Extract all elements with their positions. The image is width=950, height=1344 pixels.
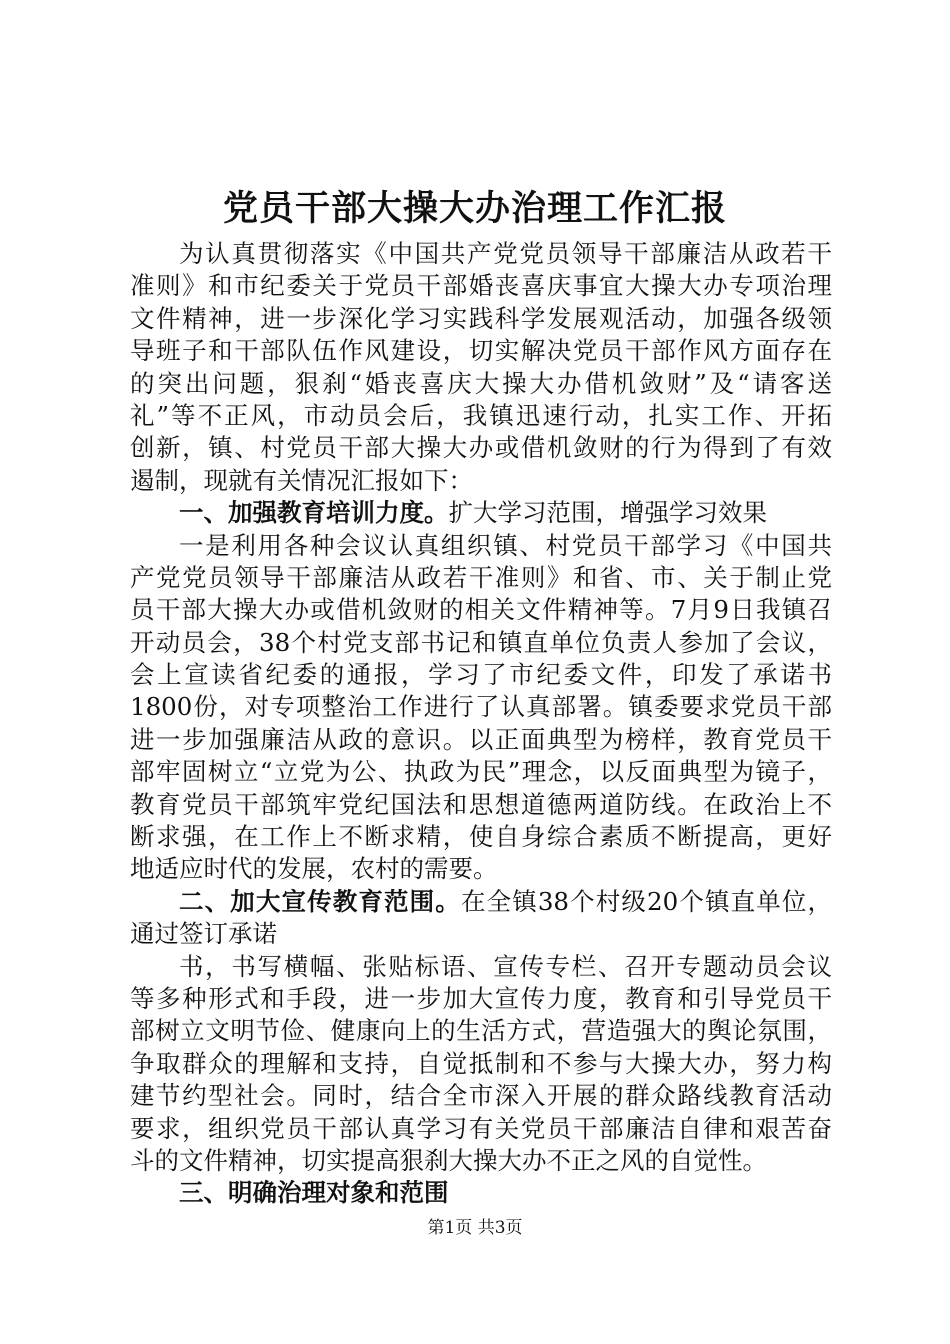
section-heading-line bbox=[130, 497, 832, 529]
paragraph-line: 通过签订承诺 bbox=[130, 919, 277, 949]
paragraph-line: 为认真贯彻落实《中国共产党党员领导干部廉洁从政若干 bbox=[179, 239, 832, 268]
paragraph-line: 争取群众的理解和支持，自觉抵制和不参与大操大办，努力构 bbox=[130, 1048, 832, 1078]
paragraph-line: 进一步加强廉洁从政的意识。以正面典型为榜样，教育党员干 bbox=[130, 724, 832, 754]
paragraph-line: 遏制，现就有关情况汇报如下： bbox=[130, 465, 473, 495]
section-heading-1-tail: 扩大学习范围，增强学习效果 bbox=[448, 498, 767, 528]
paragraph-line: 会上宣读省纪委的通报，学习了市纪委文件，印发了承诺书 bbox=[130, 660, 832, 690]
paragraph-line: 文件精神，进一步深化学习实践科学发展观活动，加强各级领 bbox=[130, 303, 832, 333]
paragraph-line: 开动员会，38个村党支部书记和镇直单位负责人参加了会议， bbox=[130, 627, 832, 657]
section-heading-2: 二、加大宣传教育范围。 bbox=[179, 886, 461, 916]
section-heading-3: 三、明确治理对象和范围 bbox=[179, 1178, 449, 1208]
paragraph-line: 1800份，对专项整治工作进行了认真部署。镇委要求党员干部 bbox=[130, 692, 832, 722]
paragraph-line: 断求强，在工作上不断求精，使自身综合素质不断提高，更好 bbox=[130, 822, 832, 852]
paragraph-line: 一是利用各种会议认真组织镇、村党员干部学习《中国共 bbox=[179, 530, 832, 560]
section-heading-1: 一、加强教育培训力度。 bbox=[179, 498, 449, 528]
section-heading-2-tail: 在全镇38个村级20个镇直单位， bbox=[460, 886, 833, 916]
paragraph-line: 书，书写横幅、张贴标语、宣传专栏、召开专题动员会议 bbox=[179, 951, 832, 981]
paragraph-line: 的突出问题，狠刹“婚丧喜庆大操大办借机敛财”及“请客送 bbox=[130, 368, 832, 398]
paragraph-line: 教育党员干部筑牢党纪国法和思想道德两道防线。在政治上不 bbox=[130, 789, 832, 819]
document-title: 党员干部大操大办治理工作汇报 bbox=[222, 188, 727, 229]
paragraph-line: 员干部大操大办或借机敛财的相关文件精神等。7月9日我镇召 bbox=[130, 595, 832, 625]
paragraph-line: 地适应时代的发展，农村的需要。 bbox=[130, 854, 498, 884]
paragraph-line: 部牢固树立“立党为公、执政为民”理念，以反面典型为镜子， bbox=[130, 757, 832, 787]
paragraph-line: 斗的文件精神，切实提高狠刹大操大办不正之风的自觉性。 bbox=[130, 1145, 767, 1175]
paragraph-line: 要求，组织党员干部认真学习有关党员干部廉洁自律和艰苦奋 bbox=[130, 1113, 832, 1143]
paragraph-line: 礼”等不正风，市动员会后，我镇迅速行动，扎实工作、开拓 bbox=[130, 400, 832, 430]
paragraph-line: 建节约型社会。同时，结合全市深入开展的群众路线教育活动 bbox=[130, 1081, 832, 1111]
page-footer: 第1页 共3页 bbox=[427, 1218, 523, 1238]
paragraph-line: 等多种形式和手段，进一步加大宣传力度，教育和引导党员干 bbox=[130, 983, 832, 1013]
paragraph-line: 部树立文明节俭、健康向上的生活方式，营造强大的舆论氛围， bbox=[130, 1016, 832, 1046]
paragraph-line: 导班子和干部队伍作风建设，切实解决党员干部作风方面存在 bbox=[130, 336, 832, 366]
document-body bbox=[130, 238, 832, 1210]
section-heading-line bbox=[130, 886, 832, 918]
paragraph-line: 准则》和市纪委关于党员干部婚丧喜庆事宜大操大办专项治理 bbox=[130, 271, 832, 301]
paragraph-line: 产党党员领导干部廉洁从政若干准则》和省、市、关于制止党 bbox=[130, 562, 832, 592]
paragraph-line: 创新，镇、村党员干部大操大办或借机敛财的行为得到了有效 bbox=[130, 433, 832, 463]
